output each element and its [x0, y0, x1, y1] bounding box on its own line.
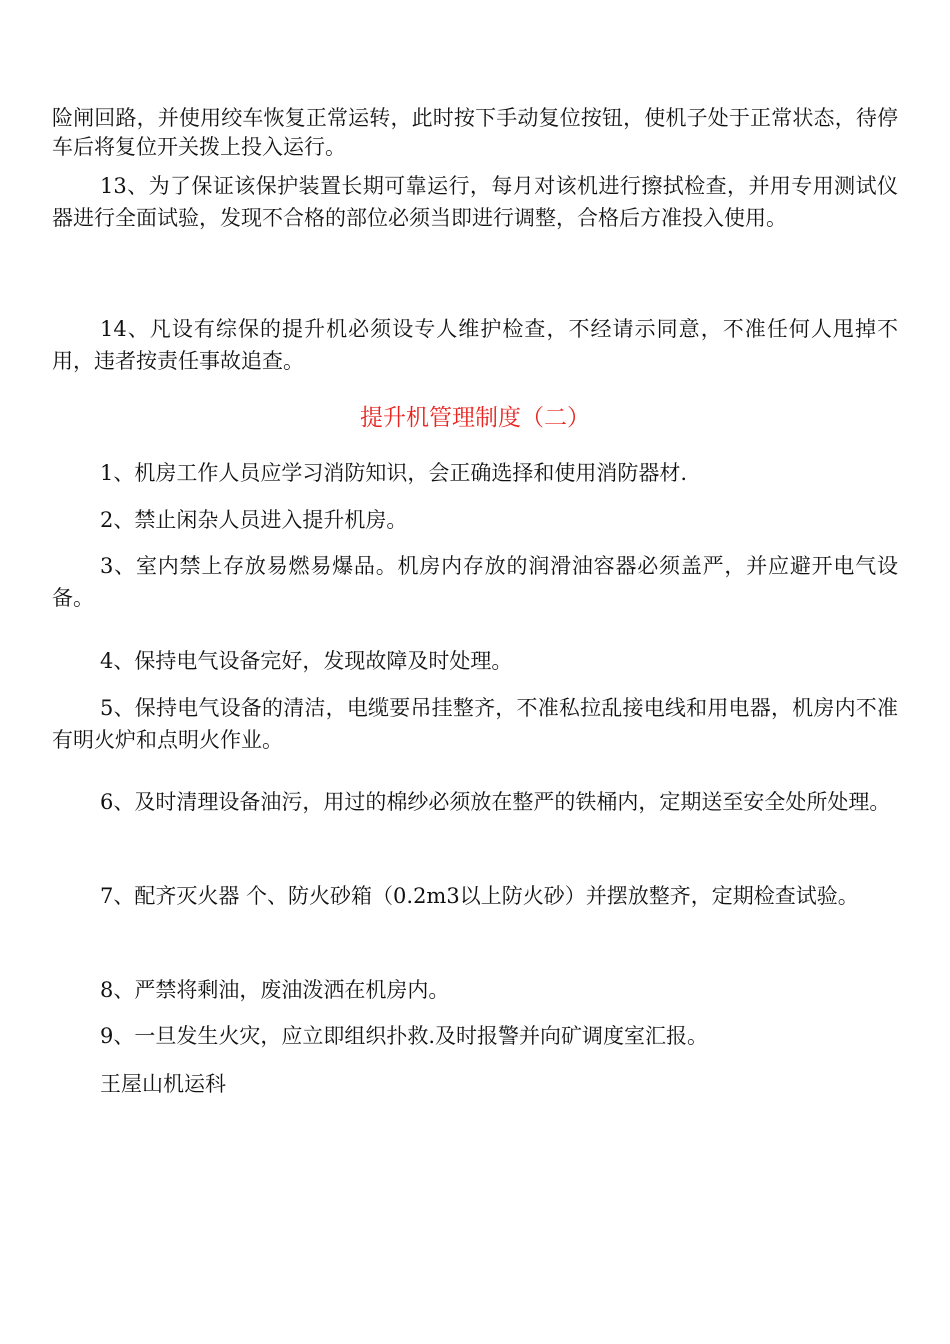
rule-2-paragraph: 2、禁止闲杂人员进入提升机房。 [100, 508, 408, 532]
rule-8-paragraph: 8、严禁将剩油，废油泼洒在机房内。 [100, 978, 450, 1002]
item-13-paragraph: 13、为了保证该保护装置长期可靠运行，每月对该机进行擦拭检查，并用专用测试仪器进行全面试验，发现不合格的部位必须当即进行调整，合格后方准投入使用。 [52, 174, 898, 230]
rule-4-paragraph: 4、保持电气设备完好，发现故障及时处理。 [100, 649, 513, 673]
signature: 王屋山机运科 [100, 1072, 226, 1096]
rule-6-paragraph: 6、及时清理设备油污，用过的棉纱必须放在整严的铁桶内，定期送至安全处所处理。 [100, 790, 891, 814]
rule-5-paragraph: 5、保持电气设备的清洁，电缆要吊挂整齐，不准私拉乱接电线和用电器，机房内不准有明火炉和点明火作业。 [52, 696, 898, 752]
rule-7-paragraph: 7、配齐灭火器 个、防火砂箱（0.2m3以上防火砂）并摆放整齐，定期检查试验。 [100, 884, 859, 908]
continuation-paragraph: 险闸回路，并使用绞车恢复正常运转，此时按下手动复位按钮，使机子处于正常状态，待停车后将复位开关拨上投入运行。 [52, 106, 898, 159]
rule-1-paragraph: 1、机房工作人员应学习消防知识，会正确选择和使用消防器材. [100, 461, 688, 485]
item-14-paragraph: 14、凡设有综保的提升机必须设专人维护检查，不经请示同意，不准任何人甩掉不用，违者按责任事故追查。 [52, 317, 898, 373]
section-title: 提升机管理制度（二） [360, 405, 590, 431]
rule-3-paragraph: 3、室内禁上存放易燃易爆品。机房内存放的润滑油容器必须盖严，并应避开电气设备。 [52, 554, 898, 610]
rule-9-paragraph: 9、一旦发生火灾，应立即组织扑救.及时报警并向矿调度室汇报。 [100, 1024, 709, 1048]
